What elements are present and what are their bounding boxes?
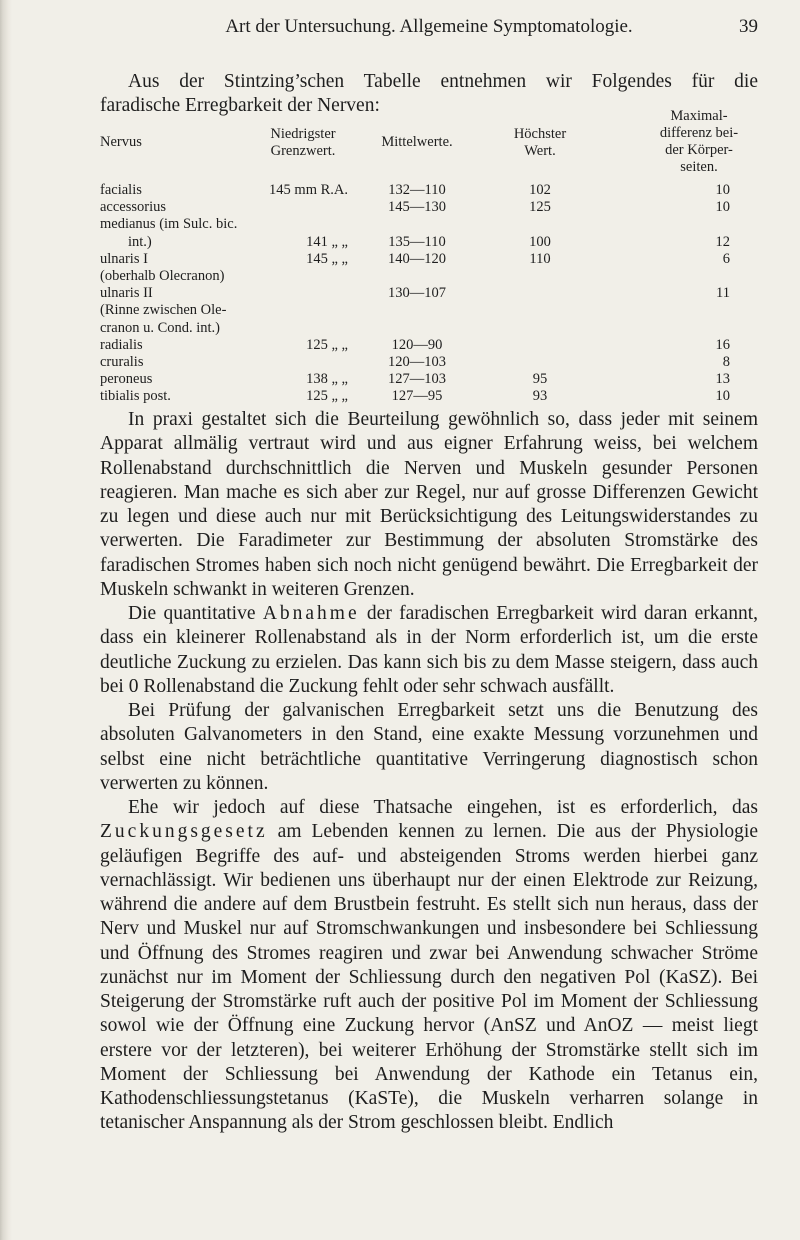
- hoechster-cell: 95: [532, 371, 548, 388]
- nerve-name-cell: radialis: [100, 336, 143, 353]
- hoechster-cell: 100: [529, 233, 551, 250]
- running-head-title: Art der Untersuchung. Allgemeine Symptomatologie.: [225, 16, 633, 37]
- table-row: [100, 234, 758, 251]
- nerve-name-cell: facialis: [100, 182, 142, 198]
- niedrigster-cell: 125 „ „: [306, 336, 348, 353]
- spaced-emphasis: Abnahme: [262, 603, 360, 624]
- header-maximal-line: differenz bei-: [659, 125, 739, 141]
- paragraph-quantitative-abnahme: [100, 602, 758, 699]
- maximaldifferenz-cell: 12: [715, 233, 730, 250]
- table-row: [100, 337, 758, 354]
- table-row: [100, 285, 758, 302]
- niedrigster-cell: 145 „ „: [306, 250, 348, 267]
- niedrigster-cell: 125 „ „: [306, 388, 348, 405]
- header-maximal-line: seiten.: [680, 159, 718, 175]
- mittelwert-cell: 132—110: [388, 182, 446, 198]
- table-header: [100, 108, 758, 180]
- hoechster-cell: 93: [532, 388, 548, 405]
- table-row: [100, 182, 758, 199]
- header-maximaldifferenz: [640, 108, 758, 176]
- paragraph-text: Die quantitative: [128, 603, 256, 624]
- maximaldifferenz-cell: 10: [715, 388, 730, 405]
- maximaldifferenz-cell: 6: [722, 250, 730, 267]
- page-number: 39: [739, 16, 758, 37]
- paragraph-praxis: In praxi gestaltet sich die Beurteilung gewöhnlich so, dass jeder mit seinem Apparat allmälig vertraut wird und aus eigner Erfahrung weiss, bei welchem Rollenabstand durchschnittlich die Nerven und Muskeln gesunder Personen reagieren. Man mache es sich aber zur Regel, nur auf grosse Differenzen Gewicht zu legen und diese auch nur mit Berücksichtigung des Leitungswiderstandes zu verwerten. Die Faradimeter zur Bestimmung der absoluten Stromstärke des faradischen Stromes haben sich noch nicht genügend bewährt. Die Erregbarkeit der Muskeln schwankt in weiteren Grenzen.: [100, 409, 758, 600]
- header-niedrigster-line: Niedrigster: [270, 126, 336, 142]
- hoechster-cell: 125: [529, 199, 551, 216]
- intro-line-1: Aus der Stintzing’schen Tabelle entnehmen wir Folgendes für die: [128, 71, 758, 92]
- maximaldifferenz-cell: 13: [715, 371, 730, 388]
- nerve-name-cell: tibialis post.: [100, 388, 171, 405]
- mittelwert-cell: 130—107: [388, 285, 446, 302]
- nerve-name-cell: medianus (im Sulc. bic.: [100, 216, 238, 233]
- header-nervus: Nervus: [100, 134, 142, 150]
- mittelwert-cell: 120—103: [388, 353, 446, 370]
- paragraph-text: am Lebenden kennen zu lernen. Die aus der Physiologie geläufigen Begriffe des auf- und absteigenden Stroms werden hierbei ganz vernachlässigt. Wir bedienen uns überhaupt nur der einen Elektrode zur Reizung, während die andere auf dem Brustbein festruht. Es stellt sich nun heraus, dass der Nerv und Muskel nur auf Stromschwankungen und insbesondere bei Schliessung und Öffnung des Stromes reagiren und zwar bei Anwendung schwacher Ströme zunächst nur im Moment der Schliessung durch den negativen Pol (KaSZ). Bei Steigerung der Stromstärke ruft auch der positive Pol im Moment der Schliessung sowol wie der Öffnung eine Zuckung hervor (AnSZ und AnOZ — meist liegt erstere vor der letzteren), bei weiterer Erhöhung der Stromstärke stellt sich im Moment der Schliessung bei Anwendung der Kathode ein Tetanus ein, Kathodenschliessungstetanus (KaSTe), die Muskeln verharren solange in tetanischer Anspannung als der Strom geschlossen bleibt. Endlich: [100, 821, 759, 1134]
- table-row: [100, 371, 758, 388]
- niedrigster-cell: 141 „ „: [306, 233, 348, 250]
- maximaldifferenz-cell: 10: [715, 182, 730, 198]
- paragraph-zuckungsgesetz: [100, 796, 758, 1136]
- header-maximal-line: der Körper-: [665, 142, 733, 158]
- table-row: [100, 302, 758, 319]
- spaced-emphasis: Zuckungsgesetz: [100, 821, 268, 843]
- mittelwert-cell: 135—110: [388, 233, 446, 250]
- nerve-name-cell: (Rinne zwischen Ole-: [100, 302, 227, 319]
- table-row: [100, 320, 758, 337]
- maximaldifferenz-cell: 11: [716, 285, 730, 302]
- table-row: [100, 216, 758, 233]
- mittelwert-cell: 127—95: [391, 388, 443, 405]
- table-row: [100, 388, 758, 405]
- header-hoechster-line: Höchster: [513, 126, 567, 142]
- paragraph-text: der faradischen Erregbarkeit wird daran erkannt, dass ein kleinerer Rollenabstand als in der Norm erforderlich ist, um die erste deutliche Zuckung zu erzielen. Das kann sich bis zu dem Masse steigern, dass auch bei 0 Rollenabstand die Zuckung fehlt oder sehr schwach ausfällt.: [100, 603, 758, 697]
- table-row: [100, 354, 758, 371]
- mittelwert-cell: 127—103: [388, 371, 446, 388]
- running-head: [100, 16, 758, 40]
- table-body: [100, 182, 758, 405]
- header-mittelwerte: Mittelwerte.: [381, 134, 453, 150]
- nerve-name-cell: cranon u. Cond. int.): [100, 319, 221, 336]
- table-row: [100, 251, 758, 268]
- body-text: [100, 408, 758, 1136]
- header-maximal-line: Maximal-: [670, 108, 728, 124]
- nerve-name-cell: ulnaris I: [100, 250, 148, 267]
- nerve-name-cell: ulnaris II: [100, 285, 153, 302]
- header-hoechster: [495, 126, 585, 160]
- intro-line-2: faradische Erregbarkeit der Nerven:: [100, 95, 380, 116]
- table-row: [100, 199, 758, 216]
- nerve-name-cell: int.): [128, 233, 152, 250]
- niedrigster-cell: 138 „ „: [306, 371, 348, 388]
- nerve-name-cell: peroneus: [100, 371, 153, 388]
- nerve-name-cell: (oberhalb Olecranon): [100, 267, 225, 284]
- hoechster-cell: 102: [529, 182, 551, 198]
- maximaldifferenz-cell: 8: [722, 353, 730, 370]
- maximaldifferenz-cell: 16: [715, 336, 730, 353]
- table-row: [100, 268, 758, 285]
- niedrigster-cell: 145 mm R.A.: [269, 182, 348, 198]
- header-niedrigster-line: Grenzwert.: [270, 143, 336, 159]
- paragraph-galvanische-erregbarkeit: Bei Prüfung der galvanischen Erregbarkeit setzt uns die Benutzung des absoluten Galvanometers in den Stand, eine exakte Messung vorzunehmen und selbst eine nicht beträchtliche quantitative Verringerung diagnostisch schon verwerten zu können.: [100, 700, 758, 794]
- header-niedrigster: [248, 126, 358, 160]
- nerve-name-cell: cruralis: [100, 353, 144, 370]
- mittelwert-cell: 145—130: [388, 199, 446, 216]
- hoechster-cell: 110: [529, 250, 551, 267]
- nerve-name-cell: accessorius: [100, 199, 167, 216]
- mittelwert-cell: 140—120: [388, 250, 446, 267]
- header-hoechster-line: Wert.: [524, 143, 556, 159]
- paragraph-text: Ehe wir jedoch auf diese Thatsache eingehen, ist es erforderlich, das: [128, 797, 758, 818]
- mittelwert-cell: 120—90: [391, 336, 443, 353]
- maximaldifferenz-cell: 10: [715, 199, 730, 216]
